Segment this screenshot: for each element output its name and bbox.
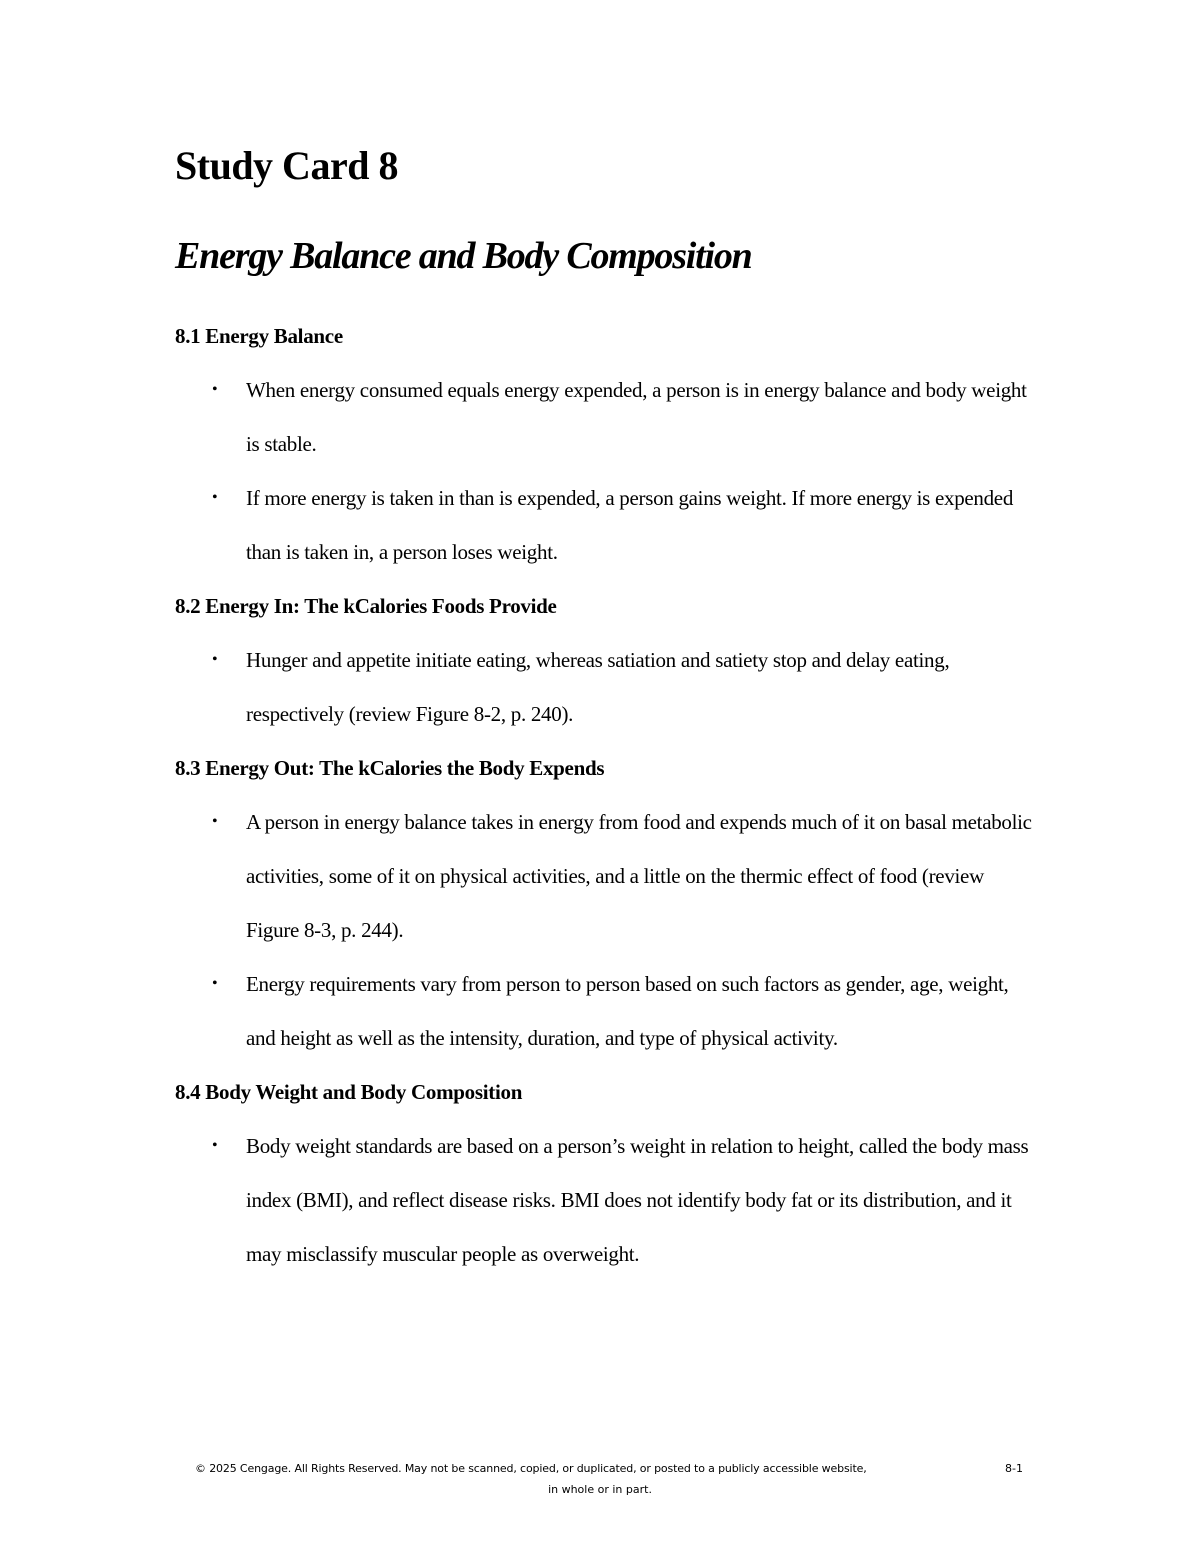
bullet-list bbox=[175, 363, 1045, 579]
list-item bbox=[175, 795, 1036, 957]
bullet-text: Body weight standards are based on a person’s weight in relation to height, called the body mass index (BMI), and reflect disease risks. BMI does not identify body fat or its distribution, and it may misclassify muscular people as overweight. bbox=[246, 1134, 1029, 1266]
bullet-text: A person in energy balance takes in energy from food and expends much of it on basal metabolic activities, some of it on physical activities, and a little on the thermic effect of food (review Figure 8-3, p. 244). bbox=[246, 810, 1032, 942]
page-number: 8-1 bbox=[1005, 1462, 1023, 1475]
list-item bbox=[175, 957, 1036, 1065]
bullet-text: Energy requirements vary from person to person based on such factors as gender, age, weight, and height as well as the intensity, duration, and type of physical activity. bbox=[246, 972, 1009, 1050]
bullet-text: Hunger and appetite initiate eating, whereas satiation and satiety stop and delay eating, respectively (review Figure 8-2, p. 240). bbox=[246, 648, 950, 726]
list-item bbox=[175, 471, 1036, 579]
list-item bbox=[175, 1119, 1036, 1281]
section-heading: 8.3 Energy Out: The kCalories the Body Expends bbox=[175, 756, 605, 780]
list-item bbox=[175, 363, 1036, 471]
bullet-icon: • bbox=[212, 651, 218, 668]
bullet-text: If more energy is taken in than is expended, a person gains weight. If more energy is expended than is taken in, a person loses weight. bbox=[246, 486, 1014, 564]
section-heading: 8.2 Energy In: The kCalories Foods Provide bbox=[175, 594, 557, 618]
page-title: Study Card 8 bbox=[175, 143, 398, 188]
copyright-notice: © 2025 Cengage. All Rights Reserved. May not be scanned, copied, or duplicated, or posted to a publicly accessible website, bbox=[195, 1462, 867, 1475]
bullet-icon: • bbox=[212, 489, 218, 506]
section-heading: 8.1 Energy Balance bbox=[175, 324, 343, 348]
study-card-content bbox=[175, 309, 1045, 1281]
bullet-list bbox=[175, 633, 1045, 741]
bullet-list bbox=[175, 1119, 1045, 1281]
bullet-list bbox=[175, 795, 1045, 1065]
bullet-text: When energy consumed equals energy expended, a person is in energy balance and body weight is stable. bbox=[246, 378, 1027, 456]
copyright-notice-continued: in whole or in part. bbox=[548, 1483, 652, 1496]
page-subtitle: Energy Balance and Body Composition bbox=[175, 235, 752, 277]
bullet-icon: • bbox=[212, 813, 218, 830]
bullet-icon: • bbox=[212, 381, 218, 398]
section-heading: 8.4 Body Weight and Body Composition bbox=[175, 1080, 523, 1104]
bullet-icon: • bbox=[212, 1137, 218, 1154]
list-item bbox=[175, 633, 1036, 741]
bullet-icon: • bbox=[212, 975, 218, 992]
